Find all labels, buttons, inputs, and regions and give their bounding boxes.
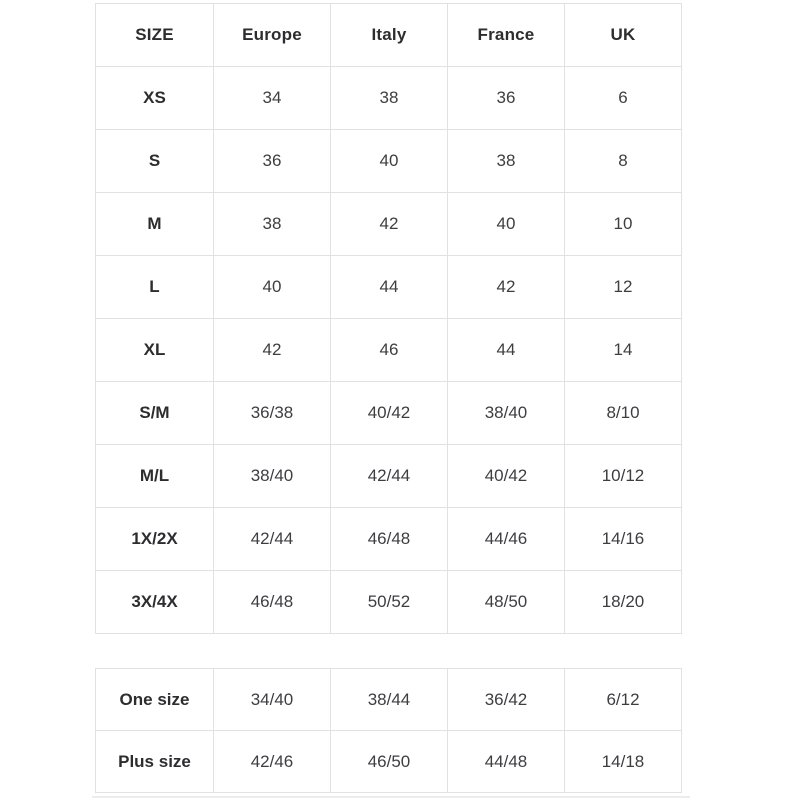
cell-uk: 8/10: [565, 382, 682, 445]
header-europe: Europe: [214, 4, 331, 67]
header-france: France: [448, 4, 565, 67]
cell-uk: 8: [565, 130, 682, 193]
cell-europe: 42: [214, 319, 331, 382]
cell-europe: 34: [214, 67, 331, 130]
cell-italy: 42/44: [331, 445, 448, 508]
cell-europe: 36/38: [214, 382, 331, 445]
cell-italy: 38: [331, 67, 448, 130]
cell-europe: 36: [214, 130, 331, 193]
table-row-one-size: [96, 669, 682, 731]
cell-europe: 34/40: [214, 669, 331, 731]
cell-europe: 42/46: [214, 731, 331, 793]
table-row-1x2x: [96, 508, 682, 571]
row-label: XL: [96, 319, 214, 382]
table-row-l: [96, 256, 682, 319]
row-label: M/L: [96, 445, 214, 508]
table-row-ml: [96, 445, 682, 508]
cell-europe: 40: [214, 256, 331, 319]
cell-italy: 38/44: [331, 669, 448, 731]
cutoff-table-edge: [92, 796, 690, 798]
cell-france: 40: [448, 193, 565, 256]
row-label: One size: [96, 669, 214, 731]
table-row-plus-size: [96, 731, 682, 793]
row-label: M: [96, 193, 214, 256]
table-row-xs: [96, 67, 682, 130]
cell-france: 42: [448, 256, 565, 319]
cell-uk: 6: [565, 67, 682, 130]
cell-italy: 46: [331, 319, 448, 382]
header-row: [96, 4, 682, 67]
row-label: S/M: [96, 382, 214, 445]
cell-france: 36/42: [448, 669, 565, 731]
row-label: S: [96, 130, 214, 193]
cell-france: 44: [448, 319, 565, 382]
cell-europe: 46/48: [214, 571, 331, 634]
cell-france: 44/46: [448, 508, 565, 571]
header-size: SIZE: [96, 4, 214, 67]
cell-italy: 42: [331, 193, 448, 256]
cell-europe: 42/44: [214, 508, 331, 571]
header-uk: UK: [565, 4, 682, 67]
size-conversion-table: [95, 3, 682, 634]
header-italy: Italy: [331, 4, 448, 67]
cell-uk: 14: [565, 319, 682, 382]
cell-italy: 40/42: [331, 382, 448, 445]
row-label: 1X/2X: [96, 508, 214, 571]
row-label: XS: [96, 67, 214, 130]
cell-uk: 12: [565, 256, 682, 319]
cell-italy: 50/52: [331, 571, 448, 634]
special-sizes-table: [95, 668, 682, 793]
table-row-xl: [96, 319, 682, 382]
cell-uk: 6/12: [565, 669, 682, 731]
table-row-sm: [96, 382, 682, 445]
cell-france: 44/48: [448, 731, 565, 793]
cell-uk: 10/12: [565, 445, 682, 508]
cell-europe: 38: [214, 193, 331, 256]
cell-uk: 10: [565, 193, 682, 256]
cell-france: 40/42: [448, 445, 565, 508]
table-row-s: [96, 130, 682, 193]
cell-france: 38: [448, 130, 565, 193]
row-label: 3X/4X: [96, 571, 214, 634]
row-label: L: [96, 256, 214, 319]
cell-france: 38/40: [448, 382, 565, 445]
cell-italy: 44: [331, 256, 448, 319]
cell-uk: 18/20: [565, 571, 682, 634]
cell-france: 36: [448, 67, 565, 130]
cell-france: 48/50: [448, 571, 565, 634]
cell-uk: 14/16: [565, 508, 682, 571]
row-label: Plus size: [96, 731, 214, 793]
cell-italy: 46/48: [331, 508, 448, 571]
cell-uk: 14/18: [565, 731, 682, 793]
cell-italy: 46/50: [331, 731, 448, 793]
cell-europe: 38/40: [214, 445, 331, 508]
cell-italy: 40: [331, 130, 448, 193]
table-row-m: [96, 193, 682, 256]
table-row-3x4x: [96, 571, 682, 634]
